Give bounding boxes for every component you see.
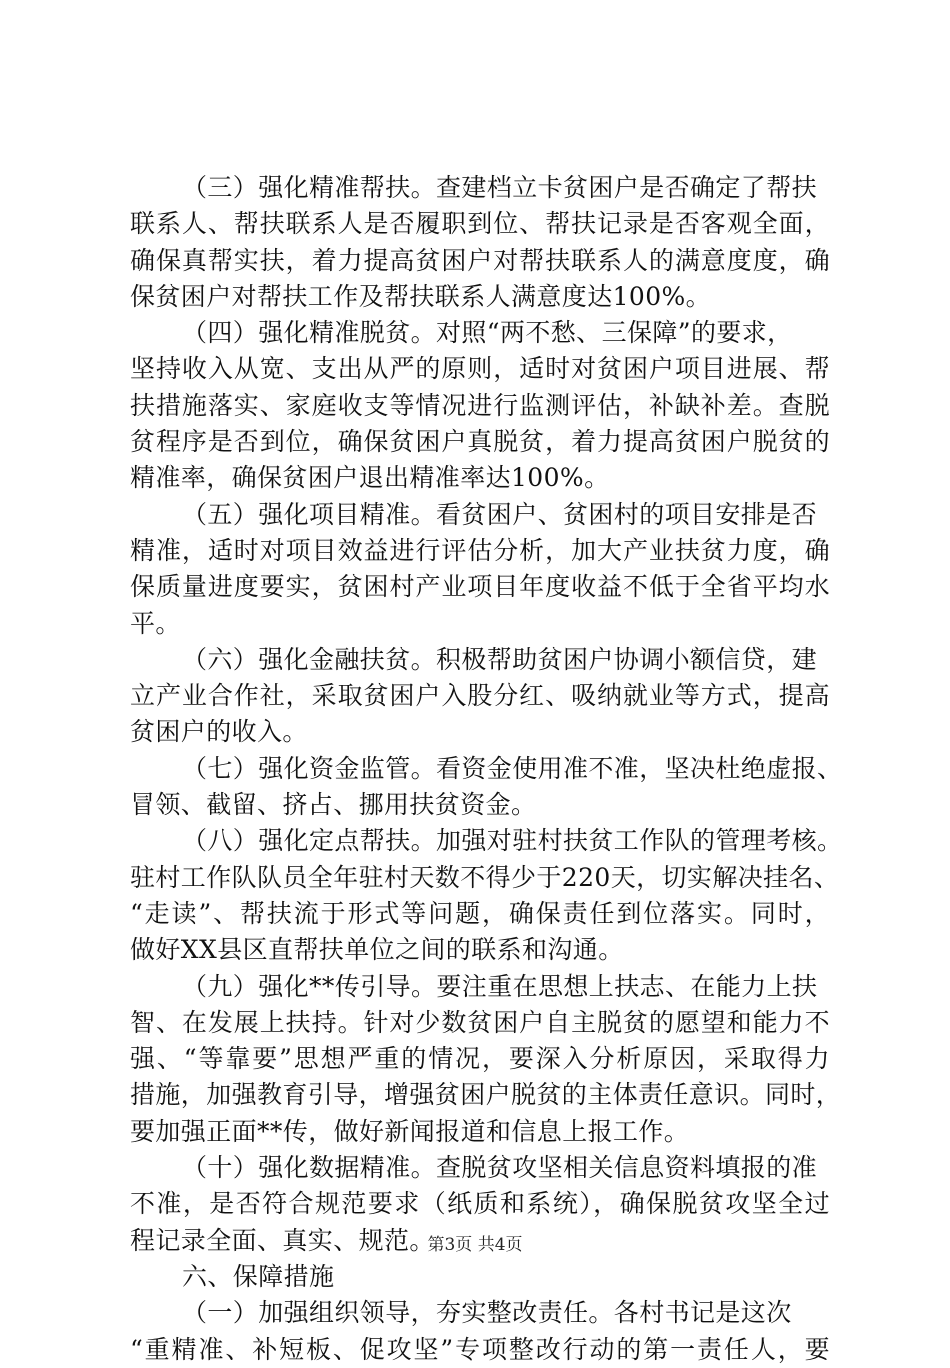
paragraph-5-line-2: 精准，适时对项目效益进行评估分析，加大产业扶贫力度，确 — [130, 535, 830, 565]
paragraph-6-line-3: 贫困户的收入。 — [130, 717, 308, 747]
paragraph-5-line-4: 平。 — [130, 608, 181, 638]
paragraph-9-line-5: 要加强正面**传，做好新闻报道和信息上报工作。 — [130, 1116, 690, 1146]
paragraph-8-line-1: （八）强化定点帮扶。加强对驻村扶贫工作队的管理考核。 — [182, 826, 843, 856]
paragraph-4-line-1: （四）强化精准脱贫。对照“两不愁、三保障”的要求， — [182, 318, 793, 348]
paragraph-4-line-5: 精准率，确保贫困户退出精准率达100%。 — [130, 463, 610, 493]
paragraph-10-line-3: 程记录全面、真实、规范。 — [130, 1225, 435, 1255]
paragraph-safeguard-1-line-1: （一）加强组织领导，夯实整改责任。各村书记是这次 — [182, 1298, 792, 1328]
paragraph-8-line-4: 做好XX县区直帮扶单位之间的联系和沟通。 — [130, 935, 624, 965]
paragraph-9-line-2: 智、在发展上扶持。针对少数贫困户自主脱贫的愿望和能力不 — [130, 1007, 830, 1037]
paragraph-8-line-3: “走读”、帮扶流于形式等问题，确保责任到位落实。同时， — [130, 898, 830, 928]
paragraph-7-line-2: 冒领、截留、挤占、挪用扶贫资金。 — [130, 790, 537, 820]
paragraph-9-line-3: 强、“等靠要”思想严重的情况，要深入分析原因，采取得力 — [130, 1044, 830, 1074]
paragraph-6-line-1: （六）强化金融扶贫。积极帮助贫困户协调小额信贷，建 — [182, 644, 818, 674]
page-footer: 第3页 共4页 — [427, 1235, 523, 1255]
paragraph-6-line-2: 立产业合作社，采取贫困户入股分红、吸纳就业等方式，提高 — [130, 681, 830, 711]
paragraph-8-line-2: 驻村工作队队员全年驻村天数不得少于220天，切实解决挂名、 — [130, 862, 840, 892]
paragraph-3-line-2: 联系人、帮扶联系人是否履职到位、帮扶记录是否客观全面， — [130, 209, 830, 239]
paragraph-safeguard-1-line-2: “重精准、补短板、促攻坚”专项整改行动的第一责任人，要 — [130, 1334, 830, 1364]
paragraph-4-line-3: 扶措施落实、家庭收支等情况进行监测评估，补缺补差。查脱 — [130, 390, 830, 420]
paragraph-4-line-4: 贫程序是否到位，确保贫困户真脱贫，着力提高贫困户脱贫的 — [130, 427, 830, 457]
section-heading-safeguards: 六、保障措施 — [182, 1261, 335, 1291]
paragraph-9-line-4: 措施，加强教育引导，增强贫困户脱贫的主体责任意识。同时， — [130, 1080, 842, 1110]
paragraph-3-line-3: 确保真帮实扶，着力提高贫困户对帮扶联系人的满意度度，确 — [130, 245, 830, 275]
paragraph-9-line-1: （九）强化**传引导。要注重在思想上扶志、在能力上扶 — [182, 971, 818, 1001]
paragraph-10-line-1: （十）强化数据精准。查脱贫攻坚相关信息资料填报的准 — [182, 1153, 818, 1183]
paragraph-3-line-4: 保贫困户对帮扶工作及帮扶联系人满意度达100%。 — [130, 281, 712, 311]
paragraph-10-line-2: 不准，是否符合规范要求（纸质和系统），确保脱贫攻坚全过 — [130, 1189, 830, 1219]
paragraph-5-line-1: （五）强化项目精准。看贫困户、贫困村的项目安排是否 — [182, 499, 818, 529]
paragraph-4-line-2: 坚持收入从宽、支出从严的原则，适时对贫困户项目进展、帮 — [130, 354, 830, 384]
document-body — [130, 170, 843, 1368]
paragraph-7-line-1: （七）强化资金监管。看资金使用准不准，坚决杜绝虚报、 — [182, 753, 843, 783]
paragraph-5-line-3: 保质量进度要实，贫困村产业项目年度收益不低于全省平均水 — [130, 572, 830, 602]
paragraph-3-line-1: （三）强化精准帮扶。查建档立卡贫困户是否确定了帮扶 — [182, 173, 818, 202]
